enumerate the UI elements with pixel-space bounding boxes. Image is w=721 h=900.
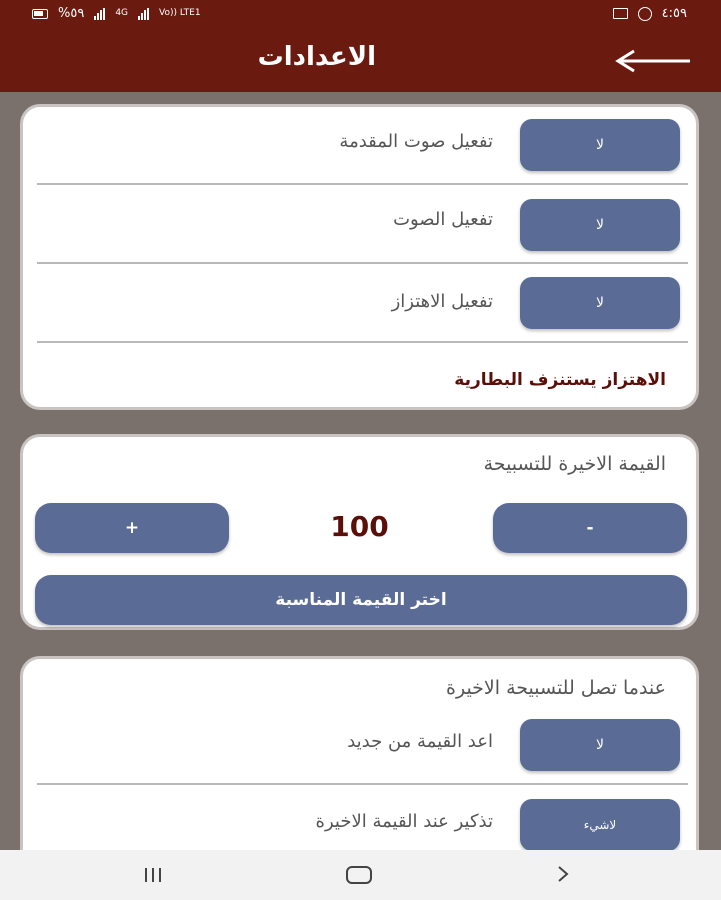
- chevron-right-icon[interactable]: [553, 864, 573, 884]
- last-value-display: 100: [330, 510, 389, 543]
- divider: [37, 183, 688, 185]
- battery-warning: الاهتزاز يستنزف البطارية: [454, 370, 666, 390]
- page-title: الاعدادات: [257, 42, 376, 72]
- intro-sound-toggle[interactable]: لا: [520, 119, 680, 171]
- whatsapp-icon: [638, 7, 652, 21]
- reminder-label: تذكير عند القيمة الاخيرة: [315, 811, 493, 832]
- recents-icon[interactable]: [145, 868, 161, 882]
- increment-button[interactable]: +: [35, 503, 229, 553]
- last-value-heading: القيمة الاخيرة للتسبيحة: [483, 453, 666, 475]
- status-bar: [0, 0, 721, 30]
- on-reach-heading: عندما تصل للتسبيحة الاخيرة: [446, 677, 666, 699]
- row-vibration: [37, 277, 688, 331]
- row-reset: [37, 717, 688, 771]
- decrement-button[interactable]: -: [493, 503, 687, 553]
- reset-label: اعد القيمة من جديد: [347, 731, 493, 752]
- intro-sound-label: تفعيل صوت المقدمة: [339, 131, 493, 152]
- vibration-toggle[interactable]: لا: [520, 277, 680, 329]
- battery-percent: %٥٩: [58, 6, 85, 21]
- row-sound: [37, 199, 688, 253]
- row-intro-sound: [37, 119, 688, 173]
- app-bar: [0, 30, 721, 92]
- sound-toggle[interactable]: لا: [520, 199, 680, 251]
- divider: [37, 341, 688, 343]
- divider: [37, 262, 688, 264]
- reset-toggle[interactable]: لا: [520, 719, 680, 771]
- signal-icon-2: [138, 8, 149, 20]
- battery-icon: [32, 9, 48, 19]
- choose-value-button[interactable]: اختر القيمة المناسبة: [35, 575, 687, 625]
- sound-settings-card: [20, 104, 699, 410]
- volte-indicator: Vo)) LTE1: [159, 8, 201, 18]
- row-reminder: [37, 797, 688, 851]
- signal-icon: [94, 8, 105, 20]
- network-type: 4G: [115, 8, 129, 18]
- last-value-card: [20, 434, 699, 630]
- sound-label: تفعيل الصوت: [393, 209, 493, 230]
- back-button[interactable]: [612, 46, 692, 76]
- vibration-label: تفعيل الاهتزاز: [391, 291, 493, 312]
- home-icon[interactable]: [346, 866, 372, 884]
- system-nav-bar: [0, 850, 721, 900]
- divider: [37, 783, 688, 785]
- arrow-left-icon: [612, 46, 692, 76]
- clock: ٤:٥٩: [661, 6, 687, 21]
- reminder-option[interactable]: لاشيء: [520, 799, 680, 851]
- image-notification-icon: [613, 8, 628, 19]
